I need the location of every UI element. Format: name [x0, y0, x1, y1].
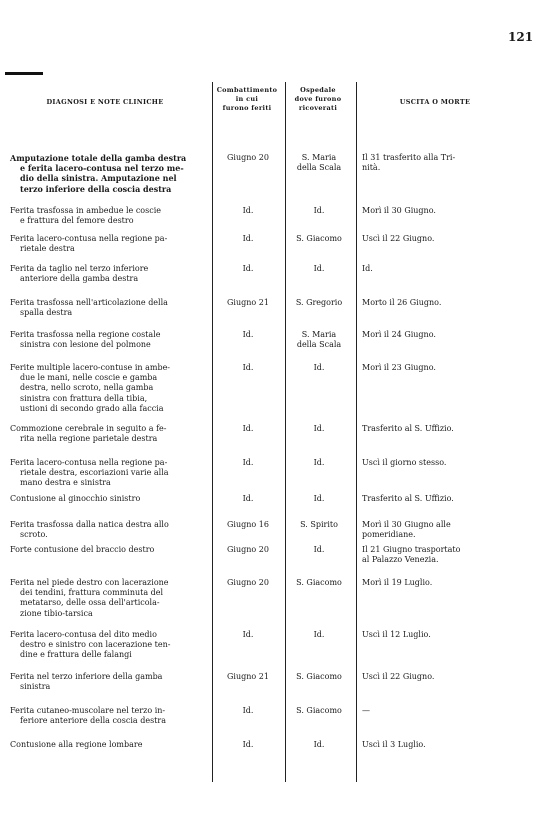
uscita-cell [362, 494, 512, 504]
ospedale-cell-line: Id. [313, 363, 325, 372]
uscita-cell-line: Trasferito al S. Uffizio. [362, 494, 454, 503]
combattimento-cell: Id. [242, 206, 254, 215]
ospedale-cell-line: della Scala [296, 340, 342, 350]
diagnosis-cell-line: Contusione al ginocchio sinistro [10, 494, 141, 503]
ospedale-cell-line: S. Spirito [300, 520, 338, 529]
diagnosis-cell-line: Forte contusione del braccio destro [10, 545, 155, 554]
diagnosis-cell [10, 234, 215, 254]
uscita-cell-line: Morì il 24 Giugno. [362, 330, 436, 339]
uscita-cell-line: Morì il 30 Giugno. [362, 206, 436, 215]
diagnosis-cell-line: e ferita lacero-contusa nel terzo me- [20, 163, 184, 174]
uscita-cell-line: Morto il 26 Giugno. [362, 298, 442, 307]
diagnosis-cell-line: dine e frattura delle falangi [20, 650, 132, 660]
diagnosis-cell [10, 545, 215, 555]
header-uscita: USCITA O MORTE [399, 98, 471, 106]
ospedale-cell [288, 234, 350, 244]
ospedale-cell [288, 520, 350, 530]
uscita-cell-line: Il 21 Giugno trasportato [362, 545, 461, 554]
diagnosis-cell-line: Ferita trasfossa in ambedue le coscie [10, 206, 161, 215]
uscita-cell [362, 545, 512, 565]
ospedale-cell-line: S. Gregorio [295, 298, 343, 307]
diagnosis-cell-line: spalla destra [20, 308, 73, 318]
diagnosis-cell [10, 672, 215, 692]
diagnosis-cell-line: Ferita lacero-contusa nella regione pa- [10, 234, 168, 243]
diagnosis-cell-line: e frattura del femore destro [20, 216, 134, 226]
uscita-cell-line: Uscì il giorno stesso. [362, 458, 447, 467]
uscita-cell [362, 578, 512, 588]
diagnosis-cell-line: dei tendini, frattura comminuta del [20, 588, 164, 598]
uscita-cell-line: Morì il 30 Giugno alle [362, 520, 451, 529]
ospedale-cell [288, 545, 350, 555]
ospedale-cell [288, 363, 350, 373]
diagnosis-cell [10, 740, 215, 750]
ospedale-cell [288, 706, 350, 716]
combattimento-cell: Id. [242, 363, 254, 372]
uscita-cell-line: Uscì il 22 Giugno. [362, 234, 435, 243]
ospedale-cell-line: Id. [313, 206, 325, 215]
column-divider-3 [356, 82, 357, 782]
uscita-cell-line: Id. [362, 264, 373, 273]
column-divider-2 [285, 82, 286, 782]
uscita-cell-line: — [362, 706, 370, 715]
uscita-cell-line: nità. [362, 163, 381, 173]
ospedale-cell-line: S. Giacomo [296, 578, 342, 587]
uscita-cell-line: Uscì il 22 Giugno. [362, 672, 435, 681]
ospedale-cell-line: della Scala [296, 163, 342, 173]
header-ospedale-line: ricoverati [298, 103, 338, 112]
diagnosis-cell-line: sinistra con frattura della tibia, [20, 393, 148, 403]
combattimento-cell: Giugno 20 [227, 545, 269, 554]
uscita-cell-line: Uscì il 3 Luglio. [362, 740, 426, 749]
combattimento-cell: Id. [242, 740, 254, 749]
combattimento-cell: Giugno 20 [227, 153, 269, 162]
uscita-cell-line: Morì il 23 Giugno. [362, 363, 436, 372]
combattimento-cell: Giugno 20 [227, 578, 269, 587]
diagnosis-cell-line: Contusione alla regione lombare [10, 740, 143, 749]
ospedale-cell-line: Id. [313, 424, 325, 433]
diagnosis-cell-line: Ferita cutaneo-muscolare nel terzo in- [10, 706, 166, 715]
uscita-cell [362, 153, 512, 173]
ospedale-cell-line: S. Giacomo [296, 672, 342, 681]
diagnosis-cell [10, 153, 215, 194]
diagnosis-cell-line: Ferite multiple lacero-contuse in ambe- [10, 363, 171, 372]
uscita-cell [362, 740, 512, 750]
header-ospedale [286, 86, 350, 112]
ospedale-cell-line: S. Giacomo [296, 234, 342, 243]
combattimento-cell: Giugno 16 [227, 520, 269, 529]
diagnosis-cell-line: anteriore della gamba destra [20, 274, 139, 284]
diagnosis-cell-line: rita nella regione parietale destra [20, 434, 158, 444]
diagnosis-cell-line: Ferita trasfossa nella regione costale [10, 330, 161, 339]
header-ospedale-line: dove furono [294, 94, 342, 103]
header-combattimento-line: Combattimento [216, 86, 278, 94]
ospedale-cell [288, 330, 350, 350]
uscita-cell-line: Morì il 19 Luglio. [362, 578, 433, 587]
diagnosis-cell-line: Ferita lacero-contusa del dito medio [10, 630, 157, 639]
ospedale-cell-line: Id. [313, 740, 325, 749]
diagnosis-cell-line: dio della sinistra. Amputazione nel [20, 173, 177, 184]
ospedale-cell-line: Id. [313, 264, 325, 273]
ospedale-cell [288, 264, 350, 274]
uscita-cell [362, 458, 512, 468]
diagnosis-cell [10, 706, 215, 726]
combattimento-cell: Id. [242, 424, 254, 433]
diagnosis-cell [10, 520, 215, 540]
combattimento-cell: Id. [242, 630, 254, 639]
diagnosis-cell-line: Ferita nel terzo inferiore della gamba [10, 672, 163, 681]
combattimento-cell: Giugno 21 [227, 672, 269, 681]
header-combattimento [213, 86, 281, 112]
combattimento-cell: Giugno 21 [227, 298, 269, 307]
combattimento-cell: Id. [242, 458, 254, 467]
diagnosis-cell [10, 578, 215, 619]
ospedale-cell [288, 672, 350, 682]
ospedale-cell-line: Id. [313, 630, 325, 639]
combattimento-cell: Id. [242, 494, 254, 503]
diagnosis-cell [10, 424, 215, 444]
ospedale-cell [288, 458, 350, 468]
header-combattimento-line: furono feriti [222, 103, 272, 112]
ospedale-cell [288, 740, 350, 750]
diagnosis-cell-line: due le mani, nelle coscie e gamba [20, 373, 158, 383]
ospedale-cell-line: Id. [313, 458, 325, 467]
uscita-cell-line: Trasferito al S. Uffizio. [362, 424, 454, 433]
diagnosis-cell-line: sinistra [20, 682, 51, 692]
diagnosis-cell-line: scroto. [20, 530, 48, 540]
diagnosis-cell [10, 494, 215, 504]
diagnosis-cell-line: Ferita da taglio nel terzo inferiore [10, 264, 149, 273]
diagnosis-cell-line: rietale destra [20, 244, 75, 254]
diagnosis-cell-line: Ferita trasfossa nell'articolazione della [10, 298, 168, 307]
page-number: 121 [508, 30, 534, 44]
diagnosis-cell-line: feriore anteriore della coscia destra [20, 716, 166, 726]
diagnosis-cell-line: destro e sinistro con lacerazione ten- [20, 640, 171, 650]
combattimento-cell: Id. [242, 234, 254, 243]
diagnosis-cell-line: terzo inferiore della coscia destra [20, 183, 172, 194]
uscita-cell [362, 234, 512, 244]
diagnosis-cell-line: metatarso, delle ossa dell'articola- [20, 598, 160, 608]
uscita-cell [362, 520, 512, 540]
ospedale-cell [288, 630, 350, 640]
ospedale-cell [288, 424, 350, 434]
uscita-cell [362, 424, 512, 434]
header-combattimento-line: in cui [235, 94, 259, 103]
diagnosis-cell-line: Amputazione totale della gamba destra [10, 153, 187, 163]
uscita-cell [362, 706, 512, 716]
uscita-cell [362, 206, 512, 216]
diagnosis-cell-line: zione tibio-tarsica [20, 608, 93, 618]
diagnosis-cell-line: Ferita nel piede destro con lacerazione [10, 578, 169, 587]
ospedale-cell [288, 153, 350, 173]
diagnosis-cell [10, 630, 215, 661]
diagnosis-cell-line: destra, nello scroto, nella gamba [20, 383, 154, 393]
uscita-cell [362, 330, 512, 340]
ospedale-cell-line: S. Giacomo [296, 706, 342, 715]
uscita-cell [362, 363, 512, 373]
ospedale-cell-line: S. Maria [301, 153, 337, 162]
header-diagnosis: DIAGNOSI E NOTE CLINICHE [46, 98, 164, 106]
ospedale-cell-line: Id. [313, 494, 325, 503]
combattimento-cell: Id. [242, 264, 254, 273]
ospedale-cell [288, 494, 350, 504]
uscita-cell-line: Il 31 trasferito alla Tri- [362, 153, 456, 162]
diagnosis-cell [10, 458, 215, 489]
combattimento-cell: Id. [242, 706, 254, 715]
diagnosis-cell-line: Ferita lacero-contusa nella regione pa- [10, 458, 168, 467]
ospedale-cell-line: S. Maria [301, 330, 337, 339]
diagnosis-cell [10, 330, 215, 350]
ospedale-cell [288, 578, 350, 588]
diagnosis-cell [10, 264, 215, 284]
diagnosis-cell-line: sinistra con lesione del polmone [20, 340, 151, 350]
diagnosis-cell [10, 363, 215, 414]
uscita-cell-line: al Palazzo Venezia. [362, 555, 439, 565]
uscita-cell [362, 630, 512, 640]
top-rule [5, 72, 43, 75]
diagnosis-cell-line: Ferita trasfossa dalla natica destra allo [10, 520, 169, 529]
ospedale-cell-line: Id. [313, 545, 325, 554]
uscita-cell [362, 264, 512, 274]
uscita-cell-line: Uscì il 12 Luglio. [362, 630, 431, 639]
ospedale-cell [288, 298, 350, 308]
diagnosis-cell [10, 206, 215, 226]
diagnosis-cell-line: ustioni di secondo grado alla faccia [20, 403, 164, 413]
diagnosis-cell [10, 298, 215, 318]
diagnosis-cell-line: Commozione cerebrale in seguito a fe- [10, 424, 167, 433]
uscita-cell-line: pomeridiane. [362, 530, 416, 540]
diagnosis-cell-line: rietale destra, escoriazioni varie alla [20, 468, 169, 478]
uscita-cell [362, 672, 512, 682]
header-ospedale-line: Ospedale [300, 86, 336, 94]
diagnosis-cell-line: mano destra e sinistra [20, 478, 111, 488]
ospedale-cell [288, 206, 350, 216]
uscita-cell [362, 298, 512, 308]
combattimento-cell: Id. [242, 330, 254, 339]
